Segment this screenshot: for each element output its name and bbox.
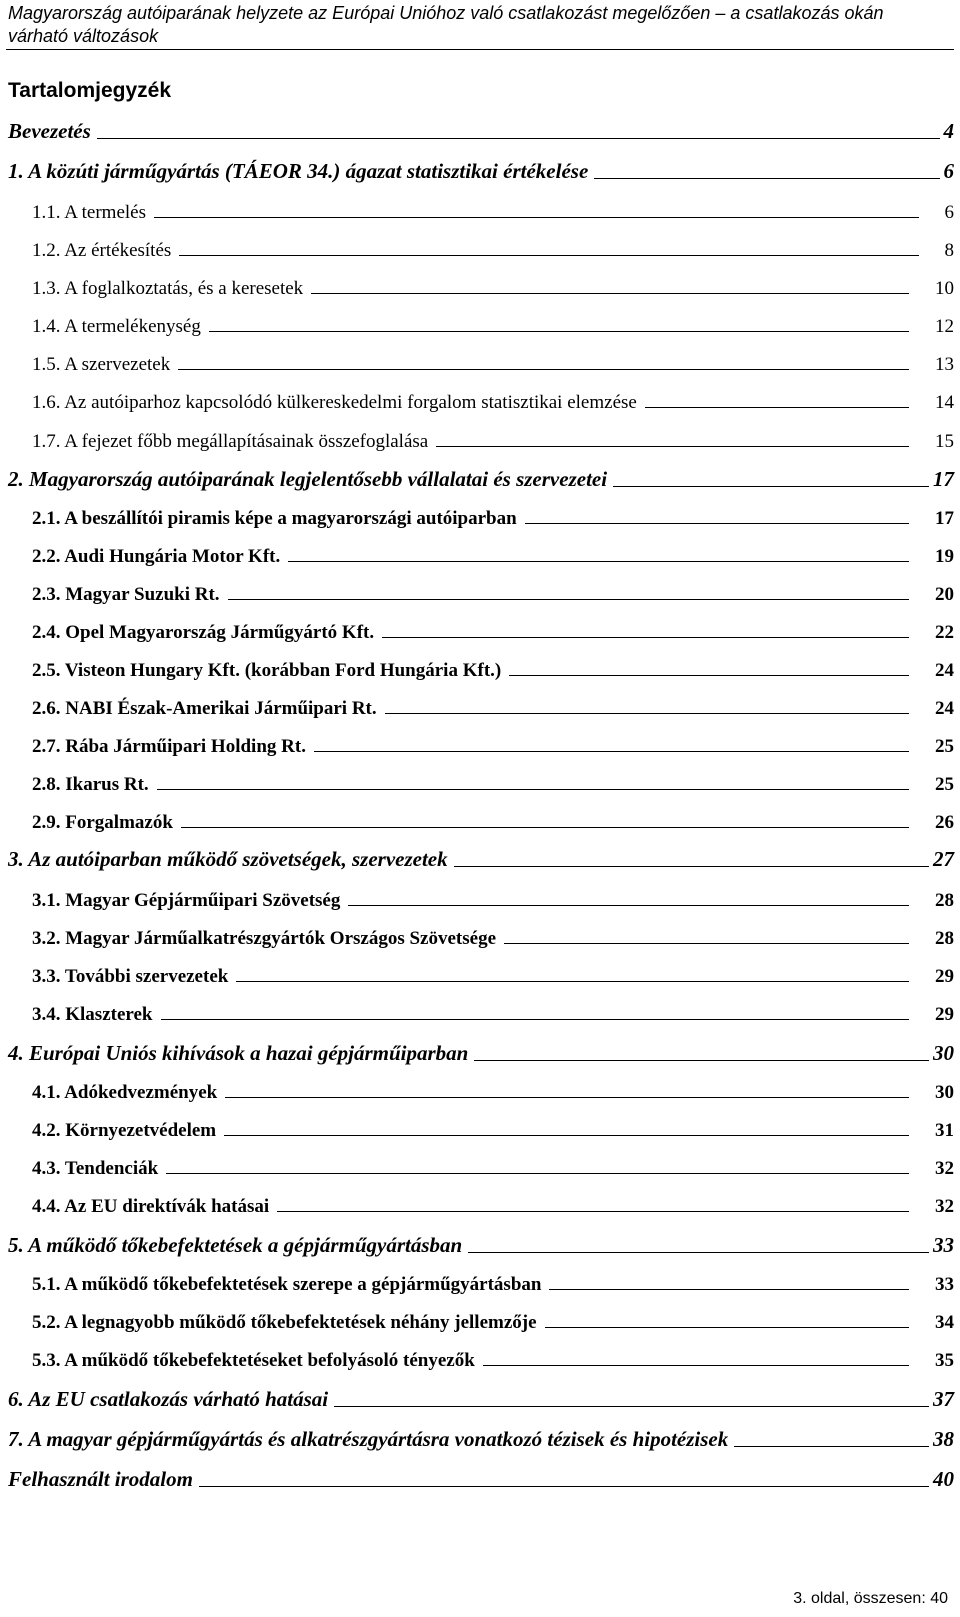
toc-section-entry[interactable] (0, 423, 960, 453)
toc-entry-label: 4.3. Tendenciák (32, 1158, 159, 1179)
toc-entry-label: 2.5. Visteon Hungary Kft. (korábban Ford Hungária Kft.) (32, 660, 502, 681)
toc-entry-label: 2.6. NABI Észak-Amerikai Járműipari Rt. (32, 698, 377, 719)
toc-section-entry[interactable] (0, 270, 960, 300)
toc-entry-page-number: 25 (935, 736, 954, 757)
toc-entry-label: 1.7. A fejezet főbb megállapításainak összefoglalása (32, 431, 429, 452)
toc-entry-label: 1.6. Az autóiparhoz kapcsolódó külkereskedelmi forgalom statisztikai elemzése (32, 392, 637, 413)
toc-leader-line (178, 369, 909, 370)
toc-entry-page-number: 32 (935, 1158, 954, 1179)
toc-section-entry[interactable] (0, 882, 960, 912)
toc-entry-page-number: 33 (935, 1274, 954, 1295)
toc-entry-label: 4.1. Adókedvezmények (32, 1082, 218, 1103)
toc-entry-label: 2.9. Forgalmazók (32, 812, 173, 833)
toc-entry-label: 1.3. A foglalkoztatás, és a keresetek (32, 278, 304, 299)
toc-entry-label: 3. Az autóiparban működő szövetségek, szervezetek (8, 847, 448, 871)
toc-leader-line (181, 827, 909, 828)
toc-entry-label: 5.3. A működő tőkebefektetéseket befolyásoló tényezők (32, 1350, 475, 1371)
toc-entry-label: Bevezetés (8, 119, 91, 143)
toc-chapter-entry[interactable] (0, 1382, 960, 1412)
toc-entry-page-number: 40 (933, 1467, 954, 1491)
toc-section-entry[interactable] (0, 920, 960, 950)
toc-entry-page-number: 27 (933, 847, 954, 871)
toc-leader-line (334, 1406, 929, 1407)
toc-entry-page-number: 35 (935, 1350, 954, 1371)
toc-leader-line (474, 1060, 929, 1061)
toc-entry-page-number: 19 (935, 546, 954, 567)
toc-section-entry[interactable] (0, 538, 960, 568)
toc-entry-label: 3.2. Magyar Járműalkatrészgyártók Országos Szövetsége (32, 928, 496, 949)
toc-entry-page-number: 24 (935, 698, 954, 719)
toc-entry-label: 1.4. A termelékenység (32, 316, 201, 337)
toc-entry-label: 1. A közúti járműgyártás (TÁEOR 34.) ágazat statisztikai értékelése (8, 159, 589, 183)
toc-section-entry[interactable] (0, 652, 960, 682)
toc-leader-line (382, 637, 909, 638)
toc-entry-page-number: 4 (943, 119, 954, 143)
toc-section-entry[interactable] (0, 766, 960, 796)
toc-section-entry[interactable] (0, 614, 960, 644)
toc-entry-page-number: 29 (935, 966, 954, 987)
toc-entry-label: 2.3. Magyar Suzuki Rt. (32, 584, 220, 605)
page-indicator: 3. oldal, összesen: 40 (793, 1590, 948, 1607)
toc-chapter-entry[interactable] (0, 1462, 960, 1492)
toc-chapter-entry[interactable] (0, 1422, 960, 1452)
toc-entry-page-number: 24 (935, 660, 954, 681)
toc-chapter-entry[interactable] (0, 842, 960, 872)
toc-entry-label: 5.1. A működő tőkebefektetések szerepe a gépjárműgyártásban (32, 1274, 542, 1295)
toc-leader-line (97, 138, 940, 139)
toc-section-entry[interactable] (0, 1304, 960, 1334)
toc-entry-page-number: 20 (935, 584, 954, 605)
toc-leader-line (236, 981, 909, 982)
toc-title: Tartalomjegyzék (8, 79, 172, 102)
toc-entry-page-number: 30 (933, 1041, 954, 1065)
toc-leader-line (468, 1252, 929, 1253)
toc-entry-label: 6. Az EU csatlakozás várható hatásai (8, 1387, 329, 1411)
toc-entry-page-number: 13 (935, 354, 954, 375)
toc-leader-line (734, 1446, 929, 1447)
toc-entry-label: 3.3. További szervezetek (32, 966, 229, 987)
toc-leader-line (483, 1365, 909, 1366)
toc-entry-page-number: 38 (933, 1427, 954, 1451)
toc-leader-line (166, 1173, 909, 1174)
toc-entry-page-number: 31 (935, 1120, 954, 1141)
toc-leader-line (525, 523, 909, 524)
toc-section-entry[interactable] (0, 384, 960, 414)
toc-entry-page-number: 30 (935, 1082, 954, 1103)
toc-entry-label: 3.1. Magyar Gépjárműipari Szövetség (32, 890, 341, 911)
toc-entry-page-number: 34 (935, 1312, 954, 1333)
toc-section-entry[interactable] (0, 346, 960, 376)
toc-section-entry[interactable] (0, 1150, 960, 1180)
toc-entry-page-number: 28 (935, 890, 954, 911)
toc-entry-page-number: 32 (935, 1196, 954, 1217)
toc-entry-page-number: 22 (935, 622, 954, 643)
toc-section-entry[interactable] (0, 1074, 960, 1104)
toc-section-entry[interactable] (0, 232, 960, 262)
toc-chapter-entry[interactable] (0, 154, 960, 184)
toc-leader-line (545, 1327, 909, 1328)
toc-section-entry[interactable] (0, 728, 960, 758)
toc-chapter-entry[interactable] (0, 114, 960, 144)
toc-section-entry[interactable] (0, 996, 960, 1026)
toc-section-entry[interactable] (0, 958, 960, 988)
toc-leader-line (314, 751, 909, 752)
toc-entry-label: 1.1. A termelés (32, 202, 146, 223)
toc-entry-page-number: 14 (935, 392, 954, 413)
toc-leader-line (504, 943, 909, 944)
toc-section-entry[interactable] (0, 1112, 960, 1142)
toc-leader-line (161, 1019, 910, 1020)
toc-section-entry[interactable] (0, 1342, 960, 1372)
toc-leader-line (228, 599, 909, 600)
toc-entry-label: 5. A működő tőkebefektetések a gépjárműgyártásban (8, 1233, 463, 1257)
toc-leader-line (311, 293, 909, 294)
toc-chapter-entry[interactable] (0, 1036, 960, 1066)
toc-section-entry[interactable] (0, 576, 960, 606)
toc-leader-line (288, 561, 909, 562)
toc-entry-label: 1.5. A szervezetek (32, 354, 171, 375)
toc-leader-line (348, 905, 909, 906)
toc-entry-page-number: 15 (935, 431, 954, 452)
toc-entry-label: 4.2. Környezetvédelem (32, 1120, 217, 1141)
toc-entry-page-number: 6 (944, 202, 954, 223)
toc-entry-page-number: 6 (943, 159, 954, 183)
toc-entry-label: 2.1. A beszállítói piramis képe a magyarországi autóiparban (32, 508, 517, 529)
toc-entry-page-number: 26 (935, 812, 954, 833)
toc-entry-label: 2. Magyarország autóiparának legjelentősebb vállalatai és szervezetei (8, 467, 608, 491)
toc-chapter-entry[interactable] (0, 462, 960, 492)
toc-section-entry[interactable] (0, 194, 960, 224)
toc-entry-page-number: 37 (933, 1387, 954, 1411)
toc-chapter-entry[interactable] (0, 1228, 960, 1258)
toc-entry-page-number: 25 (935, 774, 954, 795)
toc-section-entry[interactable] (0, 690, 960, 720)
toc-entry-page-number: 17 (933, 467, 954, 491)
toc-section-entry[interactable] (0, 308, 960, 338)
toc-leader-line (454, 866, 929, 867)
toc-entry-label: 1.2. Az értékesítés (32, 240, 172, 261)
toc-leader-line (385, 713, 909, 714)
toc-entry-label: 3.4. Klaszterek (32, 1004, 153, 1025)
toc-entry-page-number: 17 (935, 508, 954, 529)
toc-leader-line (549, 1289, 909, 1290)
toc-entry-label: 2.4. Opel Magyarország Járműgyártó Kft. (32, 622, 375, 643)
toc-leader-line (179, 255, 918, 256)
toc-entry-label: 2.7. Rába Járműipari Holding Rt. (32, 736, 306, 757)
toc-entry-label: 5.2. A legnagyobb működő tőkebefektetések néhány jellemzője (32, 1312, 537, 1333)
toc-entry-label: 4. Európai Uniós kihívások a hazai gépjárműiparban (8, 1041, 469, 1065)
toc-section-entry[interactable] (0, 500, 960, 530)
toc-leader-line (209, 331, 909, 332)
toc-entry-page-number: 8 (944, 240, 954, 261)
toc-entry-page-number: 28 (935, 928, 954, 949)
toc-entry-label: 2.2. Audi Hungária Motor Kft. (32, 546, 281, 567)
toc-entry-label: 7. A magyar gépjárműgyártás és alkatrészgyártásra vonatkozó tézisek és hipotézisek (8, 1427, 729, 1451)
running-header: Magyarország autóiparának helyzete az Európai Unióhoz való csatlakozást megelőzően – a csatlakozás okán várható változások (8, 3, 884, 46)
toc-entry-page-number: 10 (935, 278, 954, 299)
toc-entry-page-number: 12 (935, 316, 954, 337)
toc-entry-label: 4.4. Az EU direktívák hatásai (32, 1196, 270, 1217)
toc-leader-line (594, 178, 939, 179)
toc-leader-line (199, 1486, 929, 1487)
toc-leader-line (225, 1097, 909, 1098)
toc-leader-line (509, 675, 909, 676)
toc-section-entry[interactable] (0, 804, 960, 834)
toc-section-entry[interactable] (0, 1266, 960, 1296)
toc-section-entry[interactable] (0, 1188, 960, 1218)
toc-leader-line (157, 789, 909, 790)
toc-entry-label: 2.8. Ikarus Rt. (32, 774, 149, 795)
toc-entry-label: Felhasznált irodalom (8, 1467, 193, 1491)
toc-leader-line (224, 1135, 909, 1136)
toc-entry-page-number: 29 (935, 1004, 954, 1025)
toc-leader-line (277, 1211, 909, 1212)
toc-leader-line (436, 446, 909, 447)
toc-leader-line (154, 217, 919, 218)
toc-leader-line (613, 486, 929, 487)
toc-leader-line (645, 407, 909, 408)
toc-entry-page-number: 33 (933, 1233, 954, 1257)
